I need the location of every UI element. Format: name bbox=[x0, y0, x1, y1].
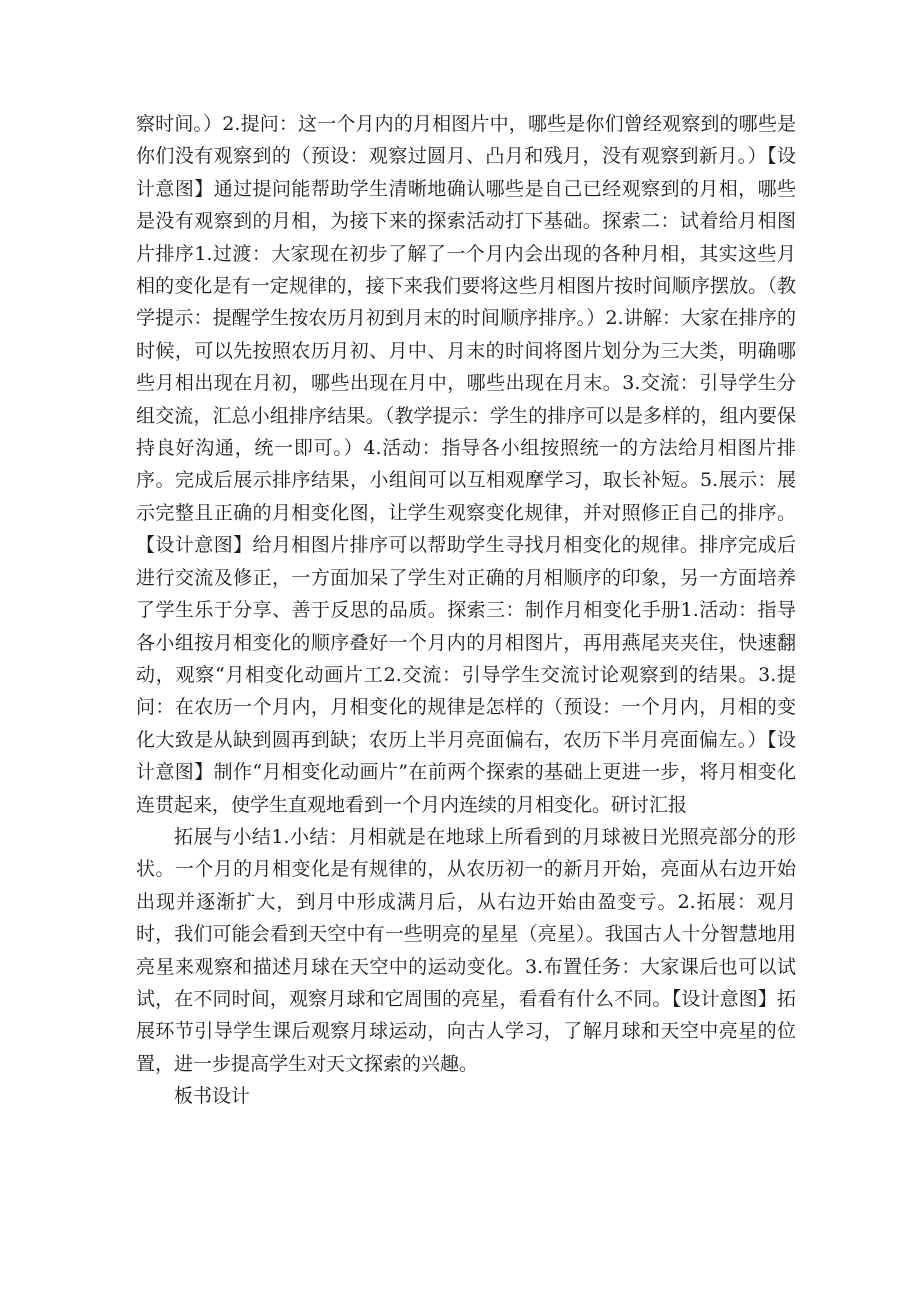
lesson-body-paragraph: 察时间。）2.提问：这一个月内的月相图片中，哪些是你们曾经观察到的哪些是你们没有观察到的（预设：观察过圆月、凸月和残月，没有观察到新月。）【设计意图】通过提问能帮助学生清晰地确认哪些是自己已经观察到的月相，哪些是没有观察到的月相，为接下来的探索活动打下基础。探索二：试着给月相图片排序1.过渡：大家现在初步了解了一个月内会出现的各种月相，其实这些月相的变化是有一定规律的，接下来我们要将这些月相图片按时间顺序摆放。（教学提示：提醒学生按农历月初到月末的时间顺序排序。）2.讲解：大家在排序的时候，可以先按照农历月初、月中、月末的时间将图片划分为三大类，明确哪些月相出现在月初，哪些出现在月中，哪些出现在月末。3.交流：引导学生分组交流，汇总小组排序结果。（教学提示：学生的排序可以是多样的，组内要保持良好沟通，统一即可。）4.活动：指导各小组按照统一的方法给月相图片排序。完成后展示排序结果，小组间可以互相观摩学习，取长补短。5.展示：展示完整且正确的月相变化图，让学生观察变化规律，并对照修正自己的排序。【设计意图】给月相图片排序可以帮助学生寻找月相变化的规律。排序完成后进行交流及修正，一方面加呆了学生对正确的月相顺序的印象，另一方面培养了学生乐于分享、善于反思的品质。探索三：制作月相变化手册1.活动：指导各小组按月相变化的顺序叠好一个月内的月相图片，再用燕尾夹夹住，快速翻动，观察“月相变化动画片工2.交流：引导学生交流讨论观察到的结果。3.提问：在农历一个月内，月相变化的规律是怎样的（预设：一个月内，月相的变化大致是从缺到圆再到缺；农历上半月亮面偏右，农历下半月亮面偏左。）【设计意图】制作“月相变化动画片”在前两个探索的基础上更进一步，将月相变化连贯起来，使学生直观地看到一个月内连续的月相变化。研讨汇报 bbox=[136, 113, 796, 816]
extension-summary-paragraph: 拓展与小结1.小结：月相就是在地球上所看到的月球被日光照亮部分的形状。一个月的月相变化是有规律的，从农历初一的新月开始，亮面从右边开始出现并逐渐扩大，到月中形成满月后，从右边开始由盈变亏。2.拓展：观月时，我们可能会看到天空中有一些明亮的星星（亮星）。我国古人十分智慧地用亮星来观察和描述月球在天空中的运动变化。3.布置任务：大家课后也可以试试，在不同时间，观察月球和它周围的亮星，看看有什么不同。【设计意图】拓展环节引导学生课后观察月球运动，向古人学习，了解月球和天空中亮星的位置，进一步提高学生对天文探索的兴趣。 bbox=[136, 825, 796, 1075]
board-design-heading: 板书设计 bbox=[174, 1085, 251, 1108]
document-body bbox=[136, 108, 796, 1113]
